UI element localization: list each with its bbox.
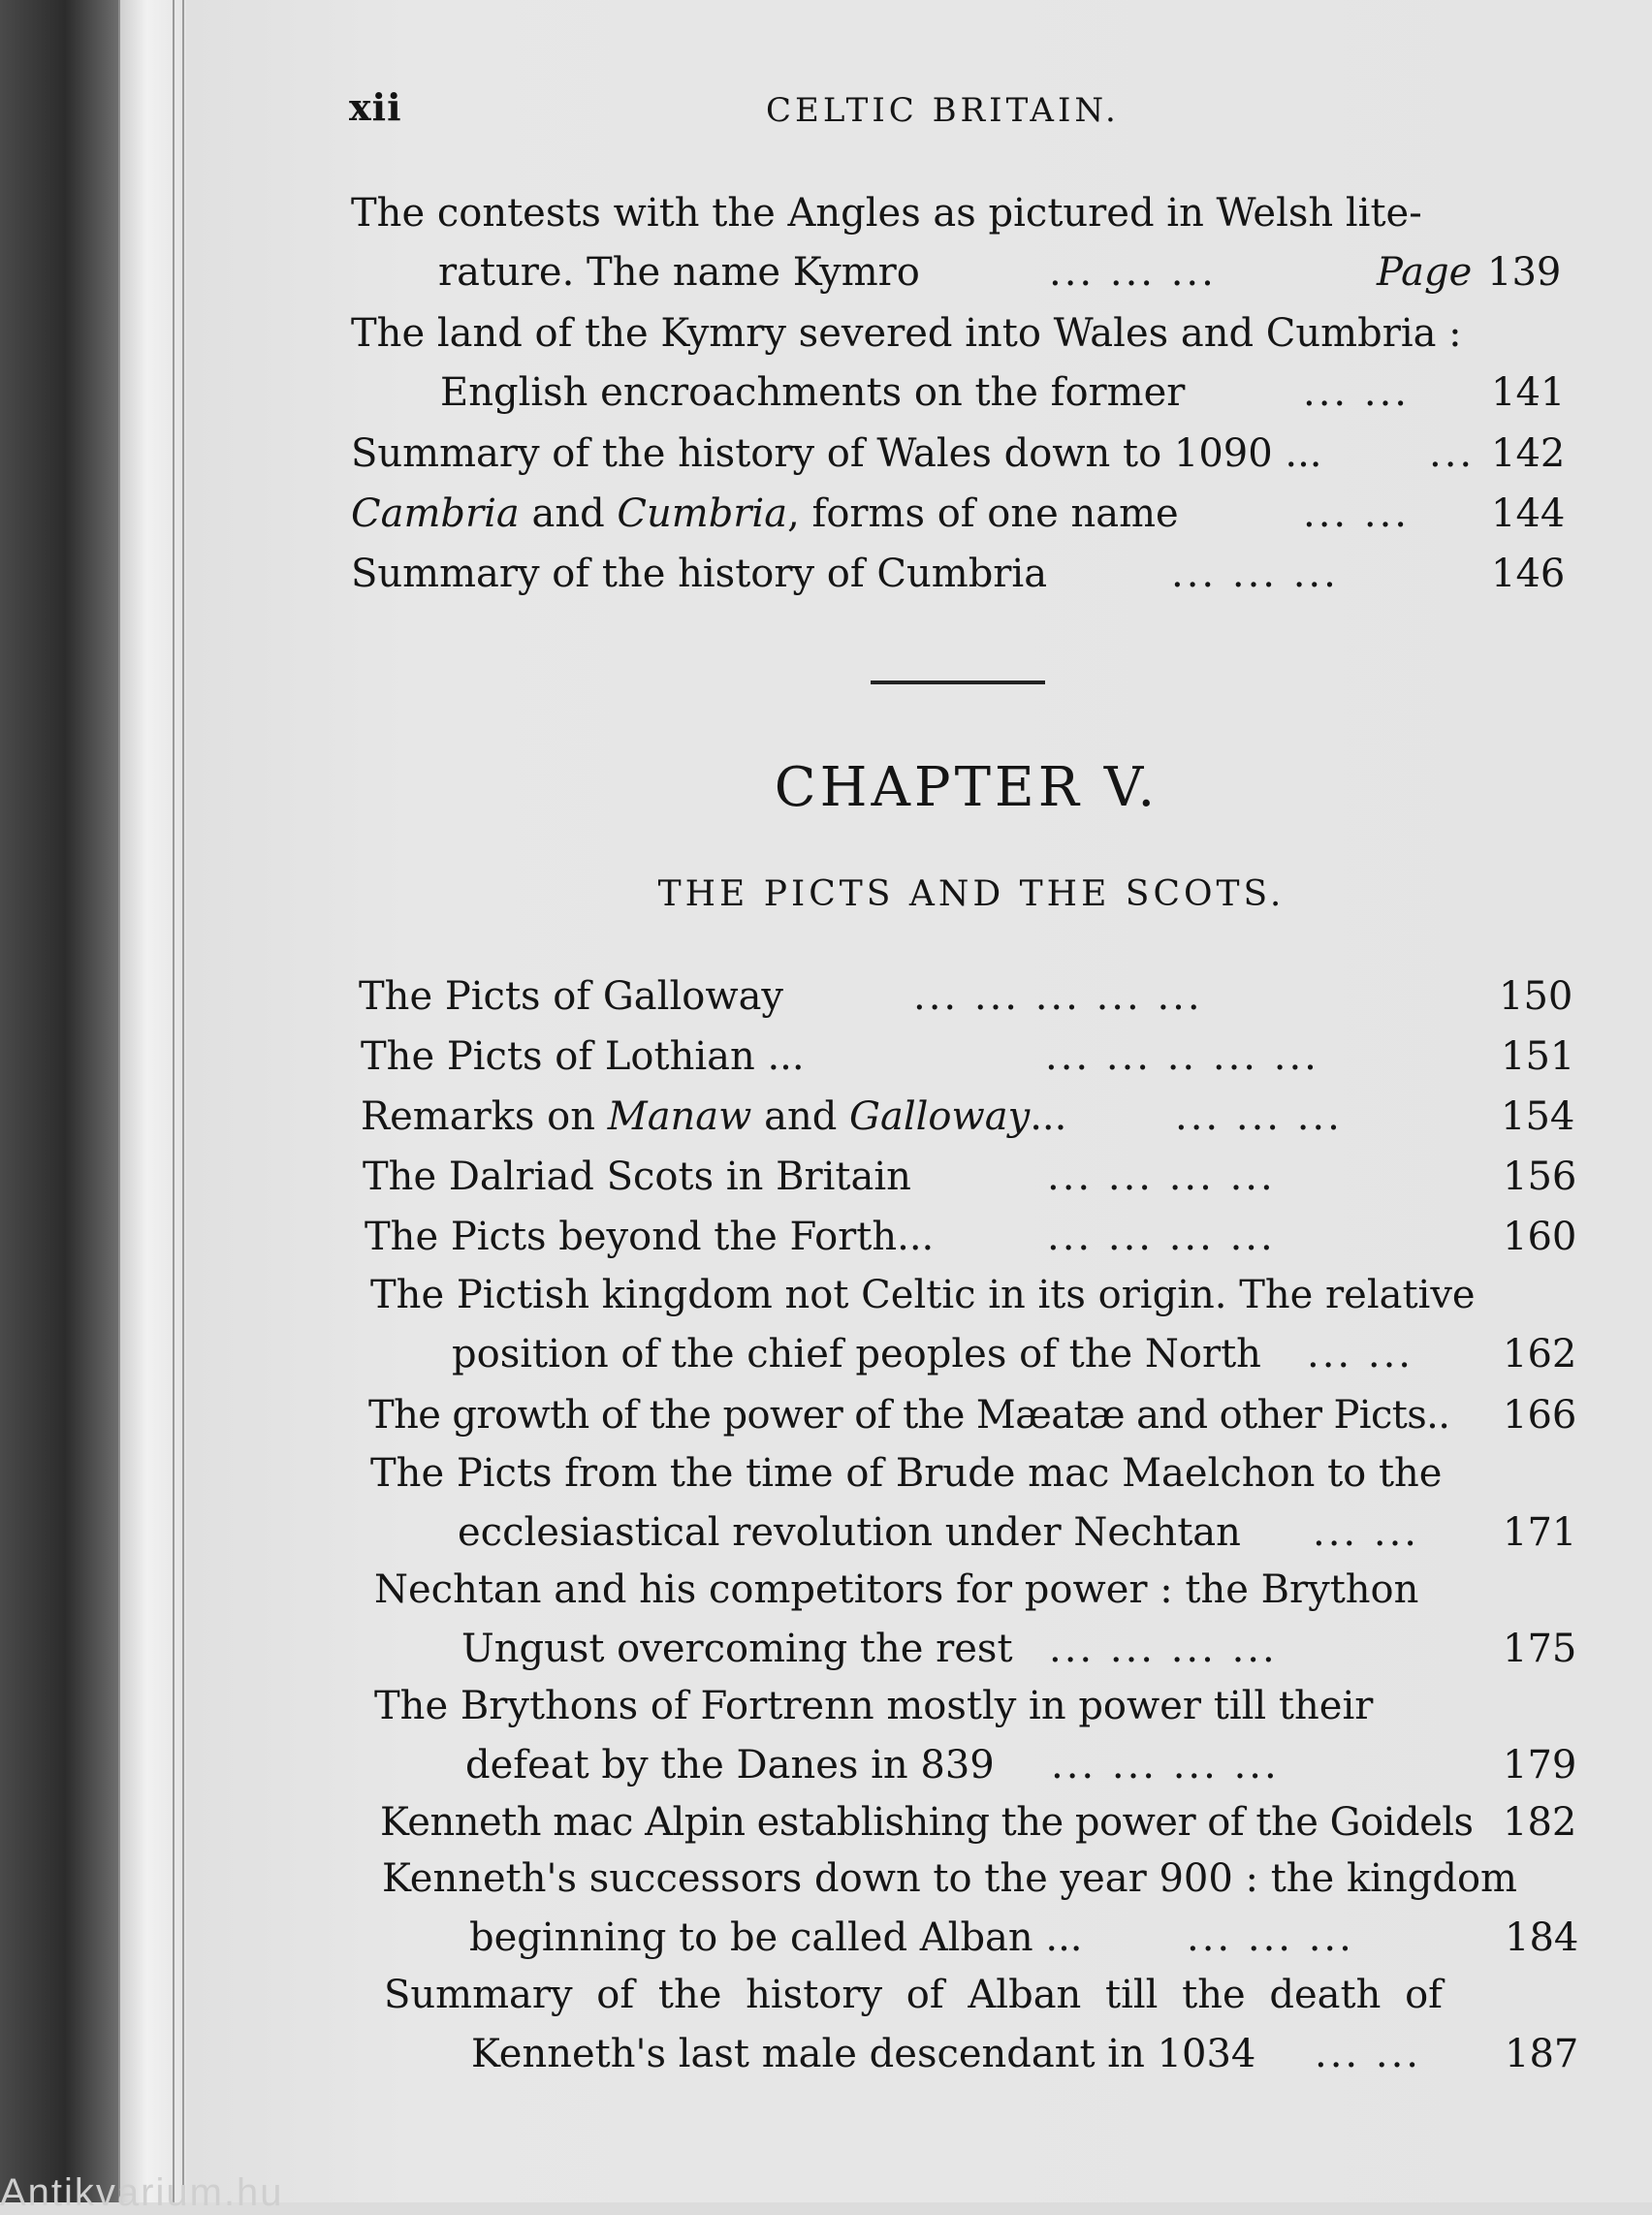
leader-dots: ... ... ... — [1187, 1915, 1354, 1960]
toc-entry-line1: Summary of the history of Cumbria — [351, 552, 1048, 596]
toc-entry-line1: The Brythons of Fortrenn mostly in power till their — [374, 1684, 1374, 1728]
toc-entry — [361, 1028, 1575, 1087]
toc-page-number: 179 — [1503, 1743, 1577, 1788]
text-span: , forms of one name — [787, 491, 1179, 536]
leader-dots: ... ... — [1315, 2032, 1422, 2076]
leader-dots: ... ... — [1307, 1332, 1414, 1376]
leader-dots: ... ... ... ... ... — [913, 974, 1203, 1019]
leader-dots: ... ... ... ... — [1051, 1743, 1280, 1788]
toc-entry-line2: Ungust overcoming the rest — [461, 1627, 1013, 1671]
toc-page-number: 175 — [1503, 1627, 1577, 1671]
toc-entry-line2: defeat by the Danes in 839 — [465, 1743, 995, 1788]
toc-page-number: 146 — [1491, 552, 1566, 596]
toc-entry-line1: The land of the Kymry severed into Wales and Cumbria : — [351, 311, 1462, 356]
book-spine-shadow — [0, 0, 118, 2202]
leader-dots: ... ... .. ... ... — [1045, 1034, 1319, 1079]
italic-term: Cambria — [351, 491, 520, 536]
text-span: and — [751, 1094, 850, 1139]
toc-entry-line1: The Picts from the time of Brude mac Maelchon to the — [370, 1451, 1443, 1496]
toc-entry-line2: ecclesiastical revolution under Nechtan — [458, 1510, 1241, 1555]
toc-entry-line2: position of the chief peoples of the North — [452, 1332, 1261, 1376]
toc-entry-line1: The Dalriad Scots in Britain — [363, 1155, 911, 1199]
toc-entry-line1: The contests with the Angles as pictured in Welsh lite- — [351, 191, 1422, 236]
chapter-title: THE PICTS AND THE SCOTS. — [657, 874, 1286, 914]
leader-dots: ... ... ... ... — [1047, 1155, 1276, 1199]
toc-entry — [370, 1444, 1577, 1563]
toc-page-number: 166 — [1503, 1393, 1577, 1438]
watermark: Antikvarium.hu — [0, 2171, 284, 2214]
toc-entry-line1: The Picts beyond the Forth... — [365, 1215, 935, 1259]
toc-entry — [351, 485, 1566, 544]
toc-entry — [351, 545, 1566, 604]
section-rule — [871, 680, 1045, 684]
page-number-folio: xii — [349, 85, 402, 129]
toc-page-number: 184 — [1505, 1915, 1579, 1960]
chapter-heading: CHAPTER V. — [774, 756, 1160, 819]
page-header — [349, 85, 1551, 134]
leader-dots: ... ... ... — [1049, 250, 1217, 295]
leader-dots: ... ... ... — [1175, 1094, 1343, 1139]
leader-dots: ... ... — [1303, 491, 1411, 536]
page-gutter — [118, 0, 188, 2202]
toc-entry-line2: Kenneth's last male descendant in 1034 — [471, 2032, 1256, 2076]
toc-entry-line1: The growth of the power of the Mæatæ and other Picts.. — [368, 1393, 1450, 1438]
page-label: Page — [1377, 250, 1473, 295]
toc-page-number: 151 — [1501, 1034, 1575, 1079]
toc-entry-line2: rature. The name Kymro — [438, 250, 920, 295]
text-span: and — [519, 491, 618, 536]
toc-entry — [370, 1266, 1577, 1384]
toc-entry — [361, 1088, 1575, 1147]
toc-entry — [359, 967, 1573, 1027]
gutter-line — [182, 0, 184, 2202]
toc-entry — [351, 184, 1562, 302]
toc-entry — [384, 1966, 1579, 2084]
leader-dots: ... — [1429, 431, 1476, 476]
toc-page-number: 141 — [1491, 370, 1566, 415]
toc-page-number: 156 — [1503, 1155, 1577, 1199]
toc-entry-line1 — [351, 485, 1179, 544]
toc-entry — [368, 1386, 1577, 1445]
toc-page-number: 187 — [1505, 2032, 1579, 2076]
toc-page-number: 182 — [1503, 1800, 1577, 1845]
text-span: ... — [1030, 1094, 1067, 1139]
leader-dots: ... ... ... ... — [1047, 1215, 1276, 1259]
toc-entry — [363, 1148, 1577, 1207]
italic-term: Manaw — [607, 1094, 752, 1139]
toc-entry-line1: Summary of the history of Alban till the death of — [384, 1973, 1443, 2017]
toc-entry — [351, 304, 1566, 423]
leader-dots: ... ... ... ... — [1049, 1627, 1278, 1671]
toc-page-number: 154 — [1501, 1094, 1575, 1139]
toc-page-number: 171 — [1503, 1510, 1577, 1555]
running-head: CELTIC BRITAIN. — [766, 91, 1120, 130]
toc-entry-line2: English encroachments on the former — [440, 370, 1186, 415]
toc-entry-line1: Summary of the history of Wales down to 1090 ... — [351, 431, 1322, 476]
toc-entry-line2: beginning to be called Alban ... — [469, 1915, 1083, 1960]
toc-entry — [351, 425, 1566, 484]
toc-entry — [374, 1677, 1577, 1795]
text-span: Remarks on — [361, 1094, 608, 1139]
leader-dots: ... ... — [1313, 1510, 1420, 1555]
toc-page-number: 150 — [1499, 974, 1573, 1019]
toc-entry-line1: Kenneth mac Alpin establishing the power of the Goidels — [380, 1800, 1474, 1845]
toc-entry-line1: The Pictish kingdom not Celtic in its origin. The relative — [370, 1273, 1476, 1317]
toc-entry — [374, 1561, 1577, 1679]
leader-dots: ... ... — [1303, 370, 1411, 415]
toc-entry — [365, 1208, 1577, 1267]
toc-entry-line1: The Picts of Lothian ... — [361, 1034, 805, 1079]
toc-page-number: 160 — [1503, 1215, 1577, 1259]
toc-page-number: 139 — [1487, 250, 1562, 295]
toc-entry — [382, 1850, 1579, 1968]
toc-entry-line1: The Picts of Galloway — [359, 974, 784, 1019]
gutter-line — [173, 0, 175, 2202]
italic-term: Cumbria — [617, 491, 788, 536]
leader-dots: ... ... ... — [1171, 552, 1339, 596]
toc-entry-line1: Nechtan and his competitors for power : the Brython — [374, 1567, 1419, 1612]
toc-entry — [380, 1793, 1577, 1852]
toc-entry-line1 — [361, 1088, 1066, 1147]
italic-term: Galloway — [849, 1094, 1031, 1139]
toc-entry-line1: Kenneth's successors down to the year 900 : the kingdom — [382, 1856, 1517, 1901]
toc-page-number: 144 — [1491, 491, 1566, 536]
toc-page-number: 142 — [1491, 431, 1566, 476]
toc-page-number: 162 — [1503, 1332, 1577, 1376]
